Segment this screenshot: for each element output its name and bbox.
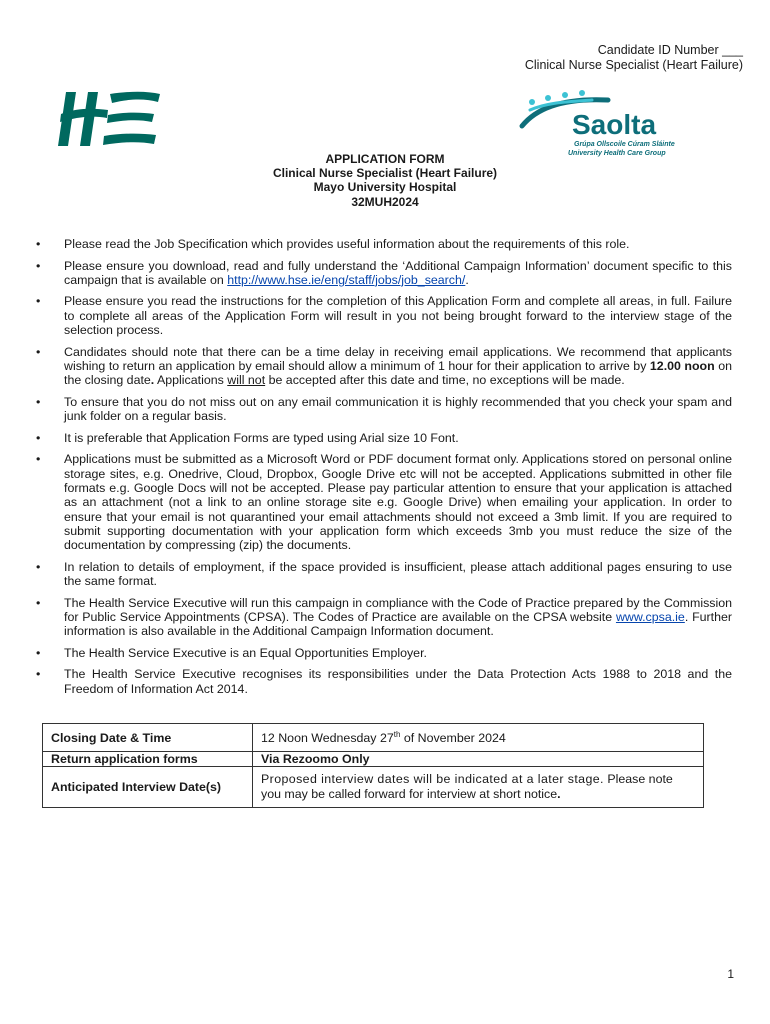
list-item: • The Health Service Executive is an Equal Opportunities Employer.: [36, 645, 427, 660]
list-item: • The Health Service Executive will run this campaign in compliance with the Code of Practice prepared by the Commission for Public Service Appointments (CPSA). The Codes of Practice are available on the CPSA website www.cpsa.ie. Further information is also available in the Additional Campaign Information document.: [36, 595, 733, 639]
instructions-list: [36, 237, 732, 703]
saolta-name: Saolta: [572, 109, 657, 140]
job-search-link[interactable]: http://www.hse.ie/eng/staff/jobs/job_search/: [227, 272, 466, 287]
table-row: [43, 752, 704, 767]
title-line-3: Mayo University Hospital: [313, 180, 457, 195]
list-item: • In relation to details of employment, if the space provided is insufficient, please attach additional pages ensuring to use the same format.: [36, 559, 732, 589]
dates-table: [42, 723, 704, 808]
list-item: • Please ensure you read the instructions for the completion of this Application Form and complete all areas, in full. Failure to complete all areas of the Application Form will result in you not being brought forward to the interview stage of the selection process.: [36, 294, 732, 338]
bullet-icon: •: [36, 394, 41, 409]
cpsa-link[interactable]: www.cpsa.ie: [615, 609, 685, 624]
table-row: [43, 724, 704, 752]
header-role: Clinical Nurse Specialist (Heart Failure): [524, 58, 743, 72]
list-item: • The Health Service Executive recognises its responsibilities under the Data Protection Acts 1988 to 2018 and the Freedom of Information Act 2014.: [36, 667, 732, 696]
interview-label: Anticipated Interview Date(s): [43, 767, 253, 808]
closing-label: Closing Date & Time: [43, 724, 253, 752]
hse-logo: [52, 86, 162, 152]
title-line-2: Clinical Nurse Specialist (Heart Failure): [272, 166, 498, 181]
list-item: • Please ensure you download, read and fully understand the ‘Additional Campaign Information’ document specific to this campaign that is available on http://www.hse.ie/eng/staff/jobs/job_search/.: [36, 258, 732, 287]
candidate-id-line: Candidate ID Number ___: [597, 43, 743, 57]
closing-value: 12 Noon Wednesday 27th of November 2024: [253, 724, 704, 752]
bullet-icon: •: [36, 294, 41, 309]
bullet-icon: •: [36, 344, 41, 359]
list-item: • It is preferable that Application Forms are typed using Arial size 10 Font.: [36, 430, 459, 445]
table-row: [43, 767, 704, 808]
bullet-icon: •: [36, 237, 41, 251]
bullet-icon: •: [36, 559, 41, 574]
saolta-tagline-2: University Health Care Group: [568, 150, 666, 157]
saolta-tagline-1: Grúpa Ollscoile Cúram Sláinte: [574, 141, 675, 148]
list-item: • To ensure that you do not miss out on any email communication it is highly recommended that you check your spam and junk folder on a regular basis.: [36, 394, 732, 424]
title-line-4: 32MUH2024: [351, 194, 419, 209]
list-item: • Candidates should note that there can be a time delay in receiving email applications. We recommend that applicants wishing to return an application by email should allow a minimum of 1 hour for their application to arrive by 12.00 noon on the closing date. Applications will not be accepted after this date and time, no exceptions will be made.: [36, 344, 732, 388]
bullet-icon: •: [36, 595, 41, 610]
bullet-icon: •: [36, 452, 41, 467]
bullet-icon: •: [36, 430, 41, 445]
return-label: Return application forms: [43, 752, 253, 767]
list-item: • Applications must be submitted as a Microsoft Word or PDF document format only. Applications stored on personal online storage sites, e.g. Onedrive, Cloud, Dropbox, Google Drive etc will not be accepted. Applications submitted in other file formats e.g. Google Docs will not be accepted. Please pay particular attention to ensure that your application is attached as an attachment (not a link to an online storage site e.g. Google Drive) when emailing your application. In order to ensure that your email is not quarantined your email attachments should not exceed a 3mb limit. If you are required to submit supporting documentation with your application form which exceeds 3mb you must reduce the size of the documentation by compressing (zip) the documents.: [36, 452, 732, 553]
interview-value: Proposed interview dates will be indicated at a later stage. Please note you may be called forward for interview at short notice.: [253, 767, 704, 808]
return-value: Via Rezoomo Only: [253, 752, 704, 767]
bullet-icon: •: [36, 645, 41, 660]
form-title: [0, 152, 770, 209]
page-number: 1: [727, 967, 734, 981]
bullet-icon: •: [36, 667, 41, 682]
saolta-logo: [518, 86, 718, 158]
header-info: [525, 43, 743, 73]
title-line-1: APPLICATION FORM: [325, 152, 445, 166]
bullet-icon: •: [36, 258, 41, 273]
list-item: • Please read the Job Specification which provides useful information about the requirements of this role.: [36, 237, 630, 251]
